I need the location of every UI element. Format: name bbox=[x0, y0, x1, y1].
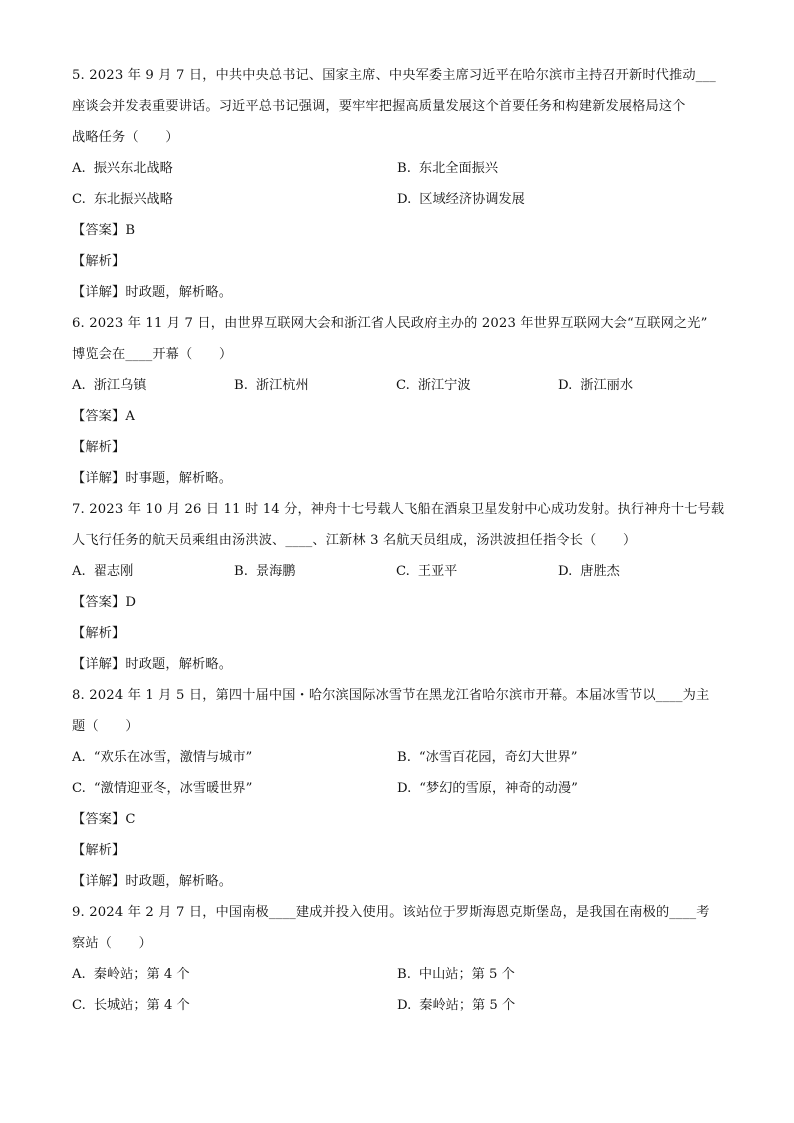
options-row bbox=[72, 990, 722, 1021]
option-c: C. 浙江宁波 bbox=[396, 378, 471, 393]
question-stem-line: 5. 2023 年 9 月 7 日，中共中央总书记、国家主席、中央军委主席习近平在哈尔滨市主持召开新时代推动___ bbox=[72, 68, 716, 83]
option-d: D. “梦幻的雪原，神奇的动漫” bbox=[397, 781, 578, 796]
option-d: D. 唐胜杰 bbox=[558, 564, 620, 579]
options-row bbox=[72, 959, 722, 990]
option-d: D. 秦岭站；第 5 个 bbox=[397, 998, 516, 1013]
options-row bbox=[72, 153, 722, 184]
option-a: A. “欢乐在冰雪，激情与城市” bbox=[72, 750, 253, 765]
option-d: D. 区域经济协调发展 bbox=[397, 192, 525, 207]
detail-line: 【详解】时政题，解析略。 bbox=[72, 657, 233, 672]
options-row bbox=[72, 556, 722, 587]
option-c: C. “激情迎亚冬，冰雪暖世界” bbox=[72, 781, 253, 796]
question-stem-line: 6. 2023 年 11 月 7 日，由世界互联网大会和浙江省人民政府主办的 2023 年世界互联网大会“互联网之光” bbox=[72, 316, 708, 331]
option-b: B. 景海鹏 bbox=[234, 564, 296, 579]
question-6 bbox=[72, 308, 722, 494]
answer-line: 【答案】C bbox=[72, 812, 136, 827]
question-stem-line: 8. 2024 年 1 月 5 日，第四十届中国・哈尔滨国际冰雪节在黑龙江省哈尔滨市开幕。本届冰雪节以____为主 bbox=[72, 688, 710, 703]
question-stem-line: 博览会在____开幕（ ） bbox=[72, 347, 233, 362]
question-8 bbox=[72, 680, 722, 897]
question-stem-line: 7. 2023 年 10 月 26 日 11 时 14 分，神舟十七号载人飞船在酒泉卫星发射中心成功发射。执行神舟十七号载 bbox=[72, 502, 725, 517]
detail-line: 【详解】时政题，解析略。 bbox=[72, 285, 233, 300]
option-b: B. 东北全面振兴 bbox=[397, 161, 499, 176]
option-a: A. 翟志刚 bbox=[72, 564, 134, 579]
option-d: D. 浙江丽水 bbox=[558, 378, 634, 393]
question-7 bbox=[72, 494, 725, 680]
option-c: C. 东北振兴战略 bbox=[72, 192, 173, 207]
options-row bbox=[72, 773, 722, 804]
option-a: A. 浙江乌镇 bbox=[72, 378, 147, 393]
analysis-label: 【解析】 bbox=[72, 440, 126, 455]
exam-page bbox=[72, 60, 725, 1021]
option-b: B. 浙江杭州 bbox=[234, 378, 309, 393]
option-c: C. 王亚平 bbox=[396, 564, 458, 579]
question-stem-line: 察站（ ） bbox=[72, 936, 153, 951]
question-9 bbox=[72, 897, 722, 1021]
question-stem-line: 题（ ） bbox=[72, 719, 139, 734]
detail-line: 【详解】时政题，解析略。 bbox=[72, 874, 233, 889]
answer-line: 【答案】A bbox=[72, 409, 136, 424]
option-c: C. 长城站；第 4 个 bbox=[72, 998, 190, 1013]
question-stem-line: 座谈会并发表重要讲话。习近平总书记强调，要牢牢把握高质量发展这个首要任务和构建新发展格局这个 bbox=[72, 99, 686, 114]
analysis-label: 【解析】 bbox=[72, 626, 126, 641]
option-b: B. 中山站；第 5 个 bbox=[397, 967, 515, 982]
question-5 bbox=[72, 60, 722, 308]
options-row bbox=[72, 742, 722, 773]
options-row bbox=[72, 184, 722, 215]
answer-line: 【答案】D bbox=[72, 595, 137, 610]
analysis-label: 【解析】 bbox=[72, 843, 126, 858]
option-a: A. 振兴东北战略 bbox=[72, 161, 173, 176]
option-a: A. 秦岭站；第 4 个 bbox=[72, 967, 190, 982]
question-stem-line: 战略任务（ ） bbox=[72, 130, 179, 145]
detail-line: 【详解】时事题，解析略。 bbox=[72, 471, 233, 486]
analysis-label: 【解析】 bbox=[72, 254, 126, 269]
option-b: B. “冰雪百花园，奇幻大世界” bbox=[397, 750, 578, 765]
answer-line: 【答案】B bbox=[72, 223, 136, 238]
question-stem-line: 9. 2024 年 2 月 7 日，中国南极____建成并投入使用。该站位于罗斯海恩克斯堡岛，是我国在南极的____考 bbox=[72, 905, 710, 920]
question-stem-line: 人飞行任务的航天员乘组由汤洪波、____、江新林 3 名航天员组成，汤洪波担任指令长（ ） bbox=[72, 533, 637, 548]
options-row bbox=[72, 370, 722, 401]
